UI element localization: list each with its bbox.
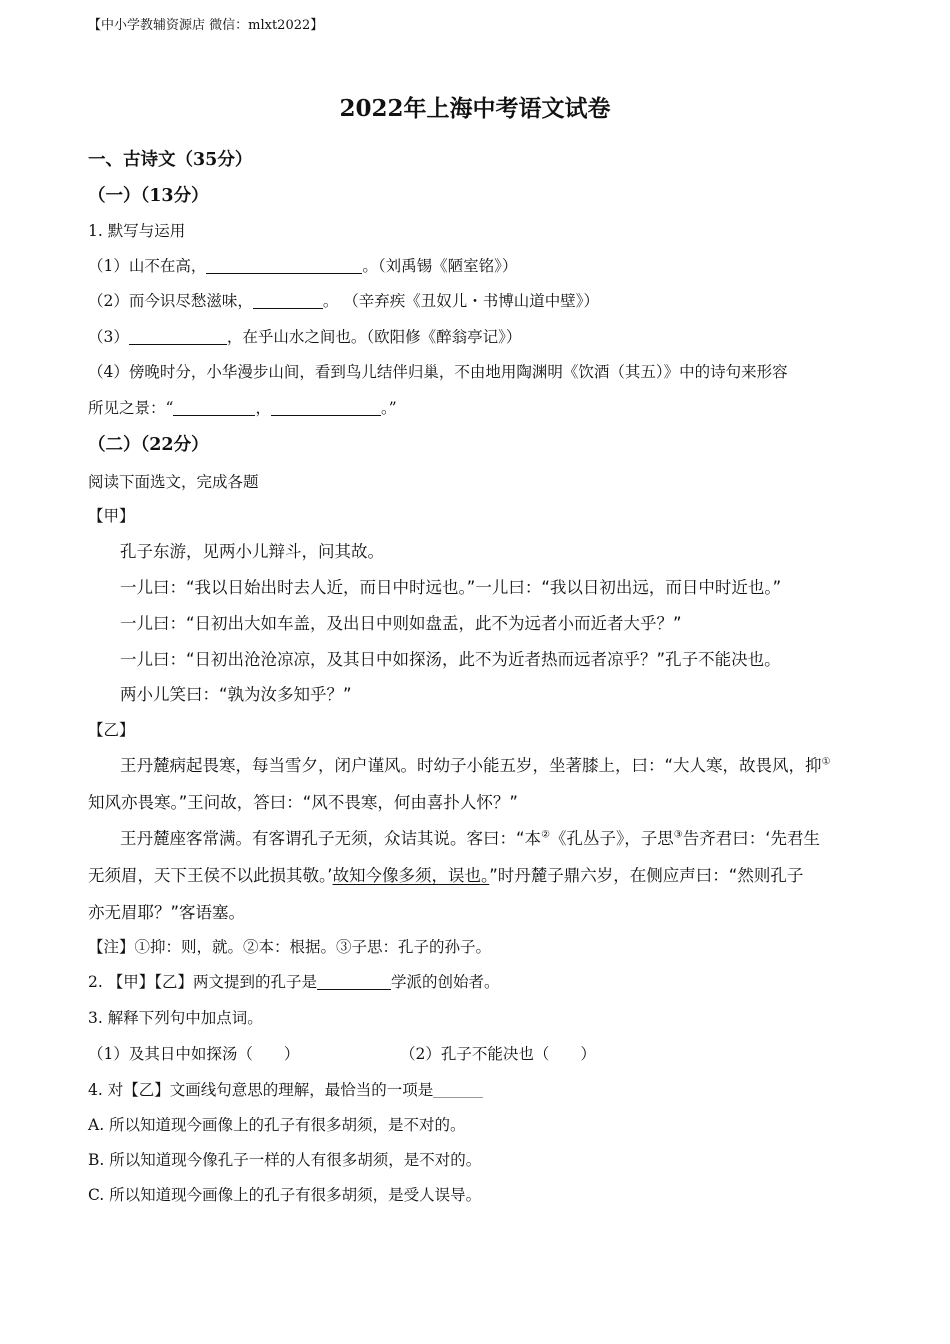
question-1-item-2: （2）而今识尽愁滋味， 。 （辛弃疾《丑奴儿・书博山道中壁》） [88,292,600,310]
footnote-marker: ① [821,756,831,768]
part-two-heading: （二）（22分） [88,435,209,455]
question-1-item-4-answer: 所见之景：“ ， 。” [88,399,397,417]
passage-jia-para-2: 一儿曰：“我以日始出时去人近，而日中时远也。”一儿曰：“我以日初出远，而日中时近也。” [120,578,782,597]
question-1-item-1: （1）山不在高， 。（刘禹锡《陋室铭》） [88,257,518,275]
question-3-stem: 3. 解释下列句中加点词。 [88,1009,263,1027]
footnote-marker: ③ [673,829,683,841]
passage-yi-para-2-end: 亦无眉耶？”客语塞。 [88,903,246,922]
question-1-stem: 1. 默写与运用 [88,222,186,240]
answer-blank[interactable] [271,399,381,416]
passage-jia-para-3: 一儿曰：“日初出大如车盖，及出日中则如盘盂，此不为远者小而近者大乎？” [120,614,682,633]
exam-title: 2022年上海中考语文试卷 [339,95,611,122]
footnote: 【注】①抑：则，就。②本：根据。③子思：孔子的孙子。 [88,938,492,956]
question-3-item-2: （2）孔子不能决也（ ） [400,1045,596,1063]
question-3-item-1: （1）及其日中如探汤（ ） [88,1045,300,1063]
option-a[interactable]: A. 所以知道现今画像上的孔子有很多胡须，是不对的。 [88,1116,466,1134]
answer-blank[interactable] [206,257,362,274]
question-1-item-4: （4）傍晚时分，小华漫步山间，看到鸟儿结伴归巢，不由地用陶渊明《饮酒（其五）》中的诗句来形容 [88,363,788,381]
question-1-item-3: （3） ，在乎山水之间也。（欧阳修《醉翁亭记》） [88,328,522,346]
answer-blank[interactable] [173,399,255,416]
passage-yi-para-2-cont: 无须眉，天下王侯不以此损其敬。’故知今像多须，误也。”时丹麓子鼎六岁，在侧应声曰：“然则孔子 [88,866,804,885]
answer-blank[interactable] [317,973,391,990]
passage-yi-para-1-cont: 知风亦畏寒。”王问故，答曰：“风不畏寒，何由喜扑人怀？” [88,793,518,812]
part-one-heading: （一）（13分） [88,186,209,206]
answer-blank[interactable] [433,1081,483,1098]
section-heading: 一、古诗文（35分） [88,150,253,170]
answer-blank[interactable] [129,328,227,345]
source-header: 【中小学教辅资源店 微信：mlxt2022】 [88,18,324,33]
reading-instruction: 阅读下面选文，完成各题 [88,473,259,491]
option-c[interactable]: C. 所以知道现今画像上的孔子有很多胡须，是受人误导。 [88,1186,482,1204]
passage-yi-label: 【乙】 [88,721,135,739]
underlined-sentence: 故知今像多须，误也。 [332,866,490,885]
passage-jia-label: 【甲】 [88,507,135,525]
passage-jia-para-5: 两小儿笑曰：“孰为汝多知乎？” [120,685,352,704]
passage-yi-para-2: 王丹麓座客常满。有客谓孔子无须，众诘其说。客曰：“本②《孔丛子》，子思③告齐君曰：‘先君生 [120,829,820,848]
option-b[interactable]: B. 所以知道现今像孔子一样的人有很多胡须，是不对的。 [88,1151,482,1169]
passage-jia-para-4: 一儿曰：“日初出沧沧凉凉，及其日中如探汤，此不为近者热而远者凉乎？”孔子不能决也。 [120,650,781,669]
question-2: 2. 【甲】【乙】两文提到的孔子是 学派的创始者。 [88,973,500,991]
passage-jia-para-1: 孔子东游，见两小儿辩斗，问其故。 [120,542,384,561]
footnote-marker: ② [541,829,551,841]
passage-yi-para-1: 王丹麓病起畏寒，每当雪夕，闭户谨风。时幼子小能五岁，坐著膝上，曰：“大人寒，故畏风，抑① [120,756,831,775]
answer-blank[interactable] [253,292,323,309]
question-4-stem: 4. 对【乙】文画线句意思的理解，最恰当的一项是 [88,1078,483,1100]
